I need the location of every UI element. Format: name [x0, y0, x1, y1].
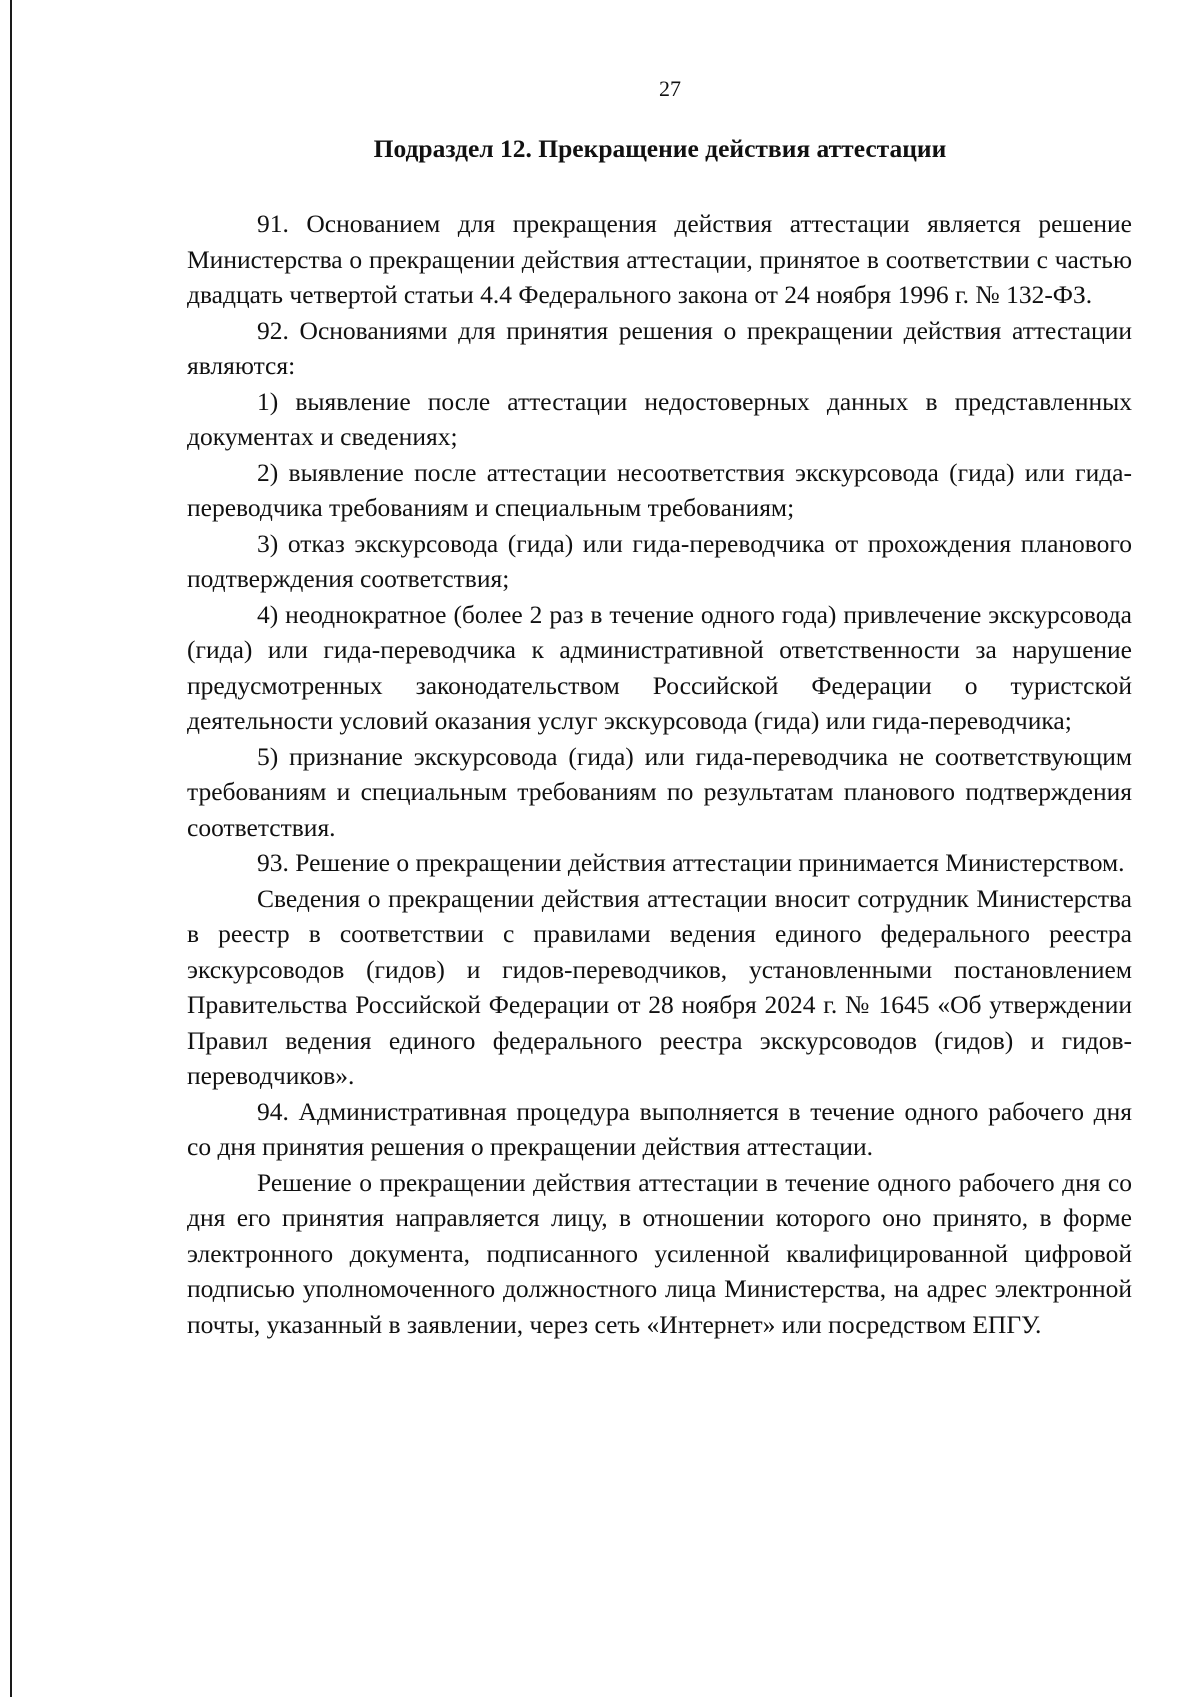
- paragraph-91: 91. Основанием для прекращения действия аттестации является решение Министерства о прекращении действия аттестации, принятое в соответствии с частью двадцать четвертой статьи 4.4 Федерального закона от 24 ноября 1996 г. № 132-ФЗ.: [187, 209, 1132, 309]
- list-item-5: 5) признание экскурсовода (гида) или гида-переводчика не соответствующим требованиям и специальным требованиям по результатам планового подтверждения соответствия.: [187, 741, 1132, 842]
- page-number: 27: [659, 76, 681, 101]
- paragraph-94: 94. Административная процедура выполняется в течение одного рабочего дня со дня принятия решения о прекращении действия аттестации.: [187, 1096, 1132, 1161]
- list-item-3: 3) отказ экскурсовода (гида) или гида-переводчика от прохождения планового подтверждения соответствия;: [187, 528, 1132, 593]
- section-heading: Подраздел 12. Прекращение действия аттестации: [373, 134, 947, 163]
- paragraph-93-details: Сведения о прекращении действия аттестации вносит сотрудник Министерства в реестр в соответствии с правилами ведения единого федерального реестра экскурсоводов (гидов) и гидов-переводчиков, установленными постановлением Правительства Российской Федерации от 28 ноября 2024 г. № 1645 «Об утверждении Правил ведения единого федерального реестра экскурсоводов (гидов) и гидов-переводчиков».: [187, 883, 1132, 1090]
- paragraph-94-details: Решение о прекращении действия аттестации в течение одного рабочего дня со дня его принятия направляется лицу, в отношении которого оно принято, в форме электронного документа, подписанного усиленной квалифицированной цифровой подписью уполномоченного должностного лица Министерства, на адрес электронной почты, указанный в заявлении, через сеть «Интернет» или посредством ЕПГУ.: [187, 1167, 1132, 1339]
- list-item-2: 2) выявление после аттестации несоответствия экскурсовода (гида) или гида-переводчика требованиям и специальным требованиям;: [187, 457, 1132, 522]
- paragraph-92: 92. Основаниями для принятия решения о прекращении действия аттестации являются:: [187, 315, 1132, 380]
- document-body: [187, 206, 1132, 1342]
- list-item-4: 4) неоднократное (более 2 раз в течение одного года) привлечение экскурсовода (гида) или гида-переводчика к административной ответственности за нарушение предусмотренных законодательством Российской Федерации о туристской деятельности условий оказания услуг экскурсовода (гида) или гида-переводчика;: [187, 599, 1132, 735]
- paragraph-93: 93. Решение о прекращении действия аттестации принимается Министерством.: [257, 848, 1125, 877]
- list-item-1: 1) выявление после аттестации недостоверных данных в представленных документах и сведениях;: [187, 386, 1132, 451]
- scan-edge-line: [10, 0, 12, 1697]
